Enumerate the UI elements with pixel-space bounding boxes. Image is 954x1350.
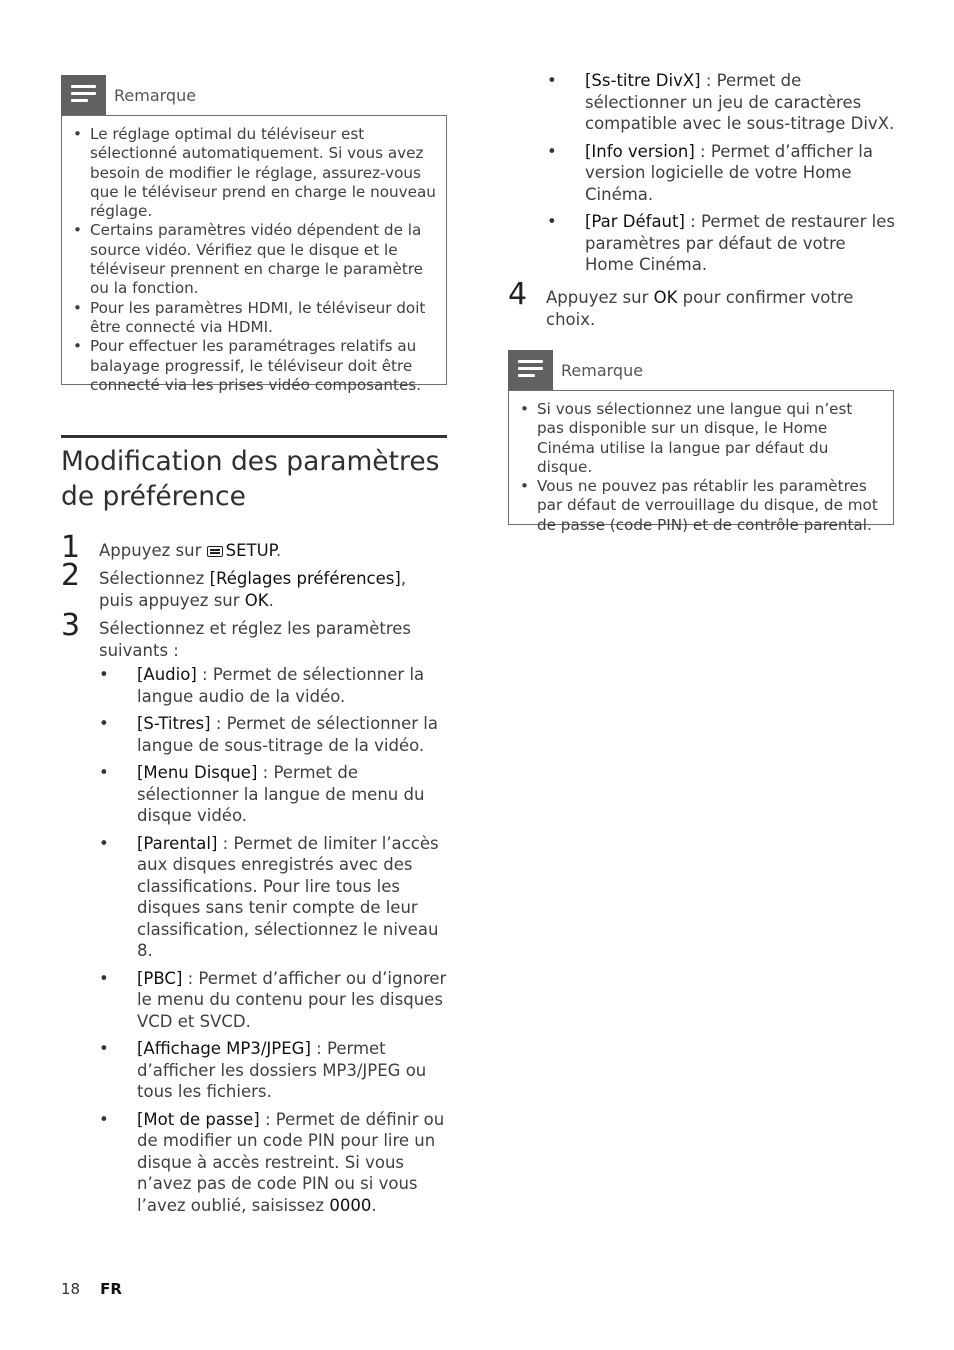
option-list (99, 664, 449, 1216)
option-label: [PBC] (137, 968, 183, 988)
note-icon (61, 75, 106, 115)
step-text-part: . (268, 590, 274, 610)
note-item: • Si vous sélectionnez une langue qui n’est pas disponible sur un disque, le Home Cinéma utilise la langue par défaut du disque. (517, 400, 883, 477)
option-label: [Parental] (137, 833, 218, 853)
section-rule (61, 435, 447, 438)
step-number: 2 (61, 558, 81, 593)
option-audio (99, 664, 449, 707)
page-number: 18 (61, 1280, 81, 1298)
step-text-part: Appuyez sur (99, 541, 207, 560)
language-code: FR (100, 1280, 122, 1298)
note-item: • Vous ne pouvez pas rétablir les paramètres par défaut de verrouillage du disque, de mot de passe (code PIN) et de contrôle parental. (517, 477, 883, 535)
step-text-part: Appuyez sur (546, 288, 654, 307)
note-title: Remarque (561, 361, 644, 380)
step-text-part: Sélectionnez (99, 569, 210, 588)
note-body (508, 390, 894, 534)
note-list (70, 125, 436, 395)
note-item: • Certains paramètres vidéo dépendent de la source vidéo. Vérifiez que le disque et le téléviseur prennent en charge le paramètre ou la fonction. (70, 221, 436, 298)
note-box (61, 75, 447, 394)
step-text (99, 540, 444, 562)
step-number: 3 (61, 608, 81, 643)
step-text (546, 287, 891, 330)
option-parental (99, 833, 449, 962)
option-default (547, 211, 897, 276)
note-item: • Pour effectuer les paramétrages relatifs au balayage progressif, le téléviseur doit être connecté via les prises vidéo composantes. (70, 337, 436, 395)
step-text-part: . (276, 541, 282, 560)
note-header (508, 350, 894, 390)
option-desc: : Permet d’afficher la version logicielle de votre Home Cinéma. (585, 141, 873, 204)
ok-key-label: OK (244, 590, 269, 610)
option-label: [Ss-titre DivX] (585, 71, 701, 90)
option-desc: : Permet de sélectionner la langue audio de la vidéo. (137, 665, 425, 706)
option-password (99, 1109, 449, 1217)
option-pbc (99, 968, 449, 1033)
step-text: Sélectionnez et réglez les paramètres suivants : (99, 619, 412, 660)
option-desc: : Permet de sélectionner la langue de menu du disque vidéo. (137, 763, 425, 825)
pin-code: 0000 (329, 1195, 372, 1215)
step-number: 1 (61, 530, 81, 565)
option-label: [Par Défaut] (585, 212, 685, 231)
option-subtitles (99, 713, 449, 756)
option-desc: : Permet d’afficher ou d’ignorer le menu du contenu pour les disques VCD et SVCD. (137, 968, 447, 1031)
note-title: Remarque (114, 86, 197, 105)
note-icon (508, 350, 553, 390)
section-title: Modification des paramètres de préférence (61, 446, 440, 512)
note-item: • Le réglage optimal du téléviseur est sélectionné automatiquement. Si vous avez besoin de modifier le réglage, assurez-vous que le téléviseur prend en charge le nouveau réglage. (70, 125, 436, 221)
option-desc: : Permet de sélectionner la langue de sous-titrage de la vidéo. (137, 714, 438, 755)
setup-key-label: SETUP (225, 541, 277, 560)
step-number: 4 (508, 277, 528, 312)
option-desc: : Permet de restaurer les paramètres par défaut de votre Home Cinéma. (585, 212, 895, 274)
step-text-part: pour confirmer votre choix. (546, 288, 854, 329)
page-footer (61, 1280, 122, 1298)
option-list (547, 70, 897, 276)
ok-key-label: OK (653, 288, 678, 307)
option-disc-menu (99, 762, 449, 827)
option-label: [Mot de passe] (137, 1109, 260, 1129)
option-label: [Audio] (137, 665, 197, 684)
option-label: [Info version] (585, 141, 695, 161)
option-label: [Menu Disque] (137, 763, 258, 782)
step-text (99, 568, 444, 611)
note-item: • Pour les paramètres HDMI, le téléviseur doit être connecté via HDMI. (70, 299, 436, 338)
option-label: [S-Titres] (137, 714, 211, 733)
option-desc: : Permet de sélectionner un jeu de caractères compatible avec le sous-titrage DivX. (585, 71, 895, 133)
option-divx-subtitle (547, 70, 897, 135)
option-desc: : Permet de définir ou de modifier un code PIN pour lire un disque à accès restreint. Si vous n’avez pas de code PIN ou si vous l’avez oublié, saisissez (137, 1109, 445, 1215)
option-desc: : Permet de limiter l’accès aux disques enregistrés avec des classifications. Pour lire tous les disques sans tenir compte de leur classification, sélectionnez le niveau 8. (137, 833, 439, 960)
menu-label: [Réglages préférences] (209, 569, 401, 588)
note-box (508, 350, 894, 534)
option-mp3-jpeg (99, 1038, 449, 1103)
step-text-part: , puis appuyez sur (99, 569, 407, 610)
option-label: [Affichage MP3/JPEG] (137, 1039, 311, 1058)
note-header (61, 75, 447, 115)
option-info-version (547, 141, 897, 206)
note-body (61, 115, 447, 394)
option-desc: . (371, 1195, 377, 1215)
option-desc: : Permet d’afficher les dossiers MP3/JPEG ou tous les fichiers. (137, 1039, 427, 1101)
setup-icon (207, 546, 223, 557)
note-list (517, 400, 883, 535)
